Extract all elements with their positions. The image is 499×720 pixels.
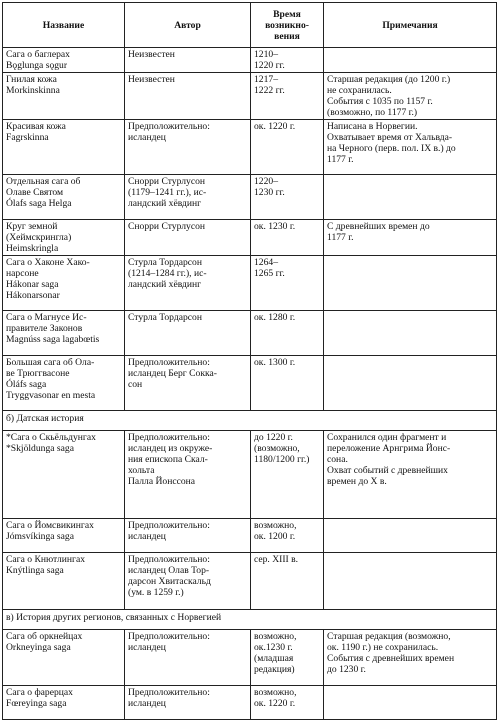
table-row <box>3 356 497 411</box>
author-cell: Неизвестен <box>125 73 251 120</box>
document-page <box>2 2 496 720</box>
saga-name-cell: Сага о фарерцах Fœreyinga saga <box>3 686 125 720</box>
table-row <box>3 120 497 175</box>
time-cell: сер. XIII в. <box>251 553 324 610</box>
time-cell: возможно, ок.1230 г. (младшая редакция) <box>251 630 324 686</box>
table-body <box>3 48 497 720</box>
saga-name-cell: Сага о Магнусе Ис- правителе Законов Magnúss saga lagabœtis <box>3 311 125 356</box>
table-row <box>3 220 497 256</box>
time-cell: до 1220 г. (возможно, 1180/1200 гг.) <box>251 431 324 519</box>
table-row <box>3 311 497 356</box>
time-cell: ок. 1280 г. <box>251 311 324 356</box>
author-cell: Предположительно: исландец <box>125 519 251 553</box>
saga-name-cell: Сага о баглерах Bǫglunga sǫgur <box>3 48 125 73</box>
time-cell: ок. 1230 г. <box>251 220 324 256</box>
section-row <box>3 411 497 431</box>
author-cell: Предположительно: исландец <box>125 686 251 720</box>
saga-name-cell: Красивая кожа Fagrskinna <box>3 120 125 175</box>
saga-name-cell: Сага о Хаконе Хако- нарсоне Hákonar saga Hákonarsonar <box>3 256 125 311</box>
time-cell: ок. 1300 г. <box>251 356 324 411</box>
section-title: б) Датская история <box>3 411 497 431</box>
header-name: Название <box>3 3 125 48</box>
author-cell: Предположительно: исландец <box>125 630 251 686</box>
author-cell: Стурла Тордарсон <box>125 311 251 356</box>
author-cell: Предположительно: исландец Берг Сокка- сон <box>125 356 251 411</box>
section-row <box>3 610 497 630</box>
table-row <box>3 553 497 610</box>
time-cell: 1220– 1230 гг. <box>251 175 324 220</box>
author-cell: Предположительно: исландец из окруже- ния епископа Скал- хольта Палла Йонссона <box>125 431 251 519</box>
table-row <box>3 48 497 73</box>
note-cell: Старшая редакция (до 1200 г.) не сохранилась. События с 1035 по 1157 г. (возможно, по 1177 г.) <box>324 73 497 120</box>
table-row <box>3 73 497 120</box>
sagas-table <box>2 2 497 720</box>
author-cell: Неизвестен <box>125 48 251 73</box>
saga-name-cell: *Сага о Скьёльдунгах *Skjöldunga saga <box>3 431 125 519</box>
author-cell: Снорри Стурлусон <box>125 220 251 256</box>
author-cell: Снорри Стурлусон (1179–1241 гг.), ис- ландский хёвдинг <box>125 175 251 220</box>
header-notes: Примечания <box>324 3 497 48</box>
table-row <box>3 519 497 553</box>
time-cell: 1264– 1265 гг. <box>251 256 324 311</box>
saga-name-cell: Большая сага об Ола- ве Трюггвасоне Óláfs saga Tryggvasonar en mesta <box>3 356 125 411</box>
note-cell <box>324 256 497 311</box>
saga-name-cell: Сага об оркнейцах Orkneyinga saga <box>3 630 125 686</box>
time-cell: 1217– 1222 гг. <box>251 73 324 120</box>
saga-name-cell: Гнилая кожа Morkinskinna <box>3 73 125 120</box>
note-cell <box>324 553 497 610</box>
note-cell <box>324 519 497 553</box>
note-cell: Сохранился один фрагмент и переложение Арнгрима Йонс- сона. Охват событий с древнейших времен до X в. <box>324 431 497 519</box>
time-cell: возможно, ок. 1200 г. <box>251 519 324 553</box>
note-cell <box>324 686 497 720</box>
note-cell: Старшая редакция (возможно, ок. 1190 г.) не сохранилась. События с древнейших времен до 1230 г. <box>324 630 497 686</box>
note-cell <box>324 356 497 411</box>
saga-name-cell: Сага о Йомсвикингах Jómsvíkinga saga <box>3 519 125 553</box>
table-row <box>3 175 497 220</box>
table-header-row <box>3 3 497 48</box>
author-cell: Стурла Тордарсон (1214–1284 гг.), ис- ландский хёвдинг <box>125 256 251 311</box>
note-cell: Написана в Норвегии. Охватывает время от Хальвда- на Черного (перв. пол. IX в.) до 1177 г. <box>324 120 497 175</box>
table-row <box>3 686 497 720</box>
note-cell <box>324 175 497 220</box>
author-cell: Предположительно: исландец <box>125 120 251 175</box>
header-time: Время возникно- вения <box>251 3 324 48</box>
table-row <box>3 630 497 686</box>
note-cell: С древнейших времен до 1177 г. <box>324 220 497 256</box>
saga-name-cell: Сага о Кнютлингах Knýtlinga saga <box>3 553 125 610</box>
time-cell: ок. 1220 г. <box>251 120 324 175</box>
time-cell: возможно, ок. 1220 г. <box>251 686 324 720</box>
saga-name-cell: Отдельная сага об Олаве Святом Ólafs saga Helga <box>3 175 125 220</box>
time-cell: 1210– 1220 гг. <box>251 48 324 73</box>
author-cell: Предположительно: исландец Олав Тор- дарсон Хвитаскальд (ум. в 1259 г.) <box>125 553 251 610</box>
header-author: Автор <box>125 3 251 48</box>
section-title: в) История других регионов, связанных с Норвегией <box>3 610 497 630</box>
saga-name-cell: Круг земной (Хеймскрингла) Heimskringla <box>3 220 125 256</box>
table-row <box>3 431 497 519</box>
note-cell <box>324 48 497 73</box>
table-row <box>3 256 497 311</box>
note-cell <box>324 311 497 356</box>
